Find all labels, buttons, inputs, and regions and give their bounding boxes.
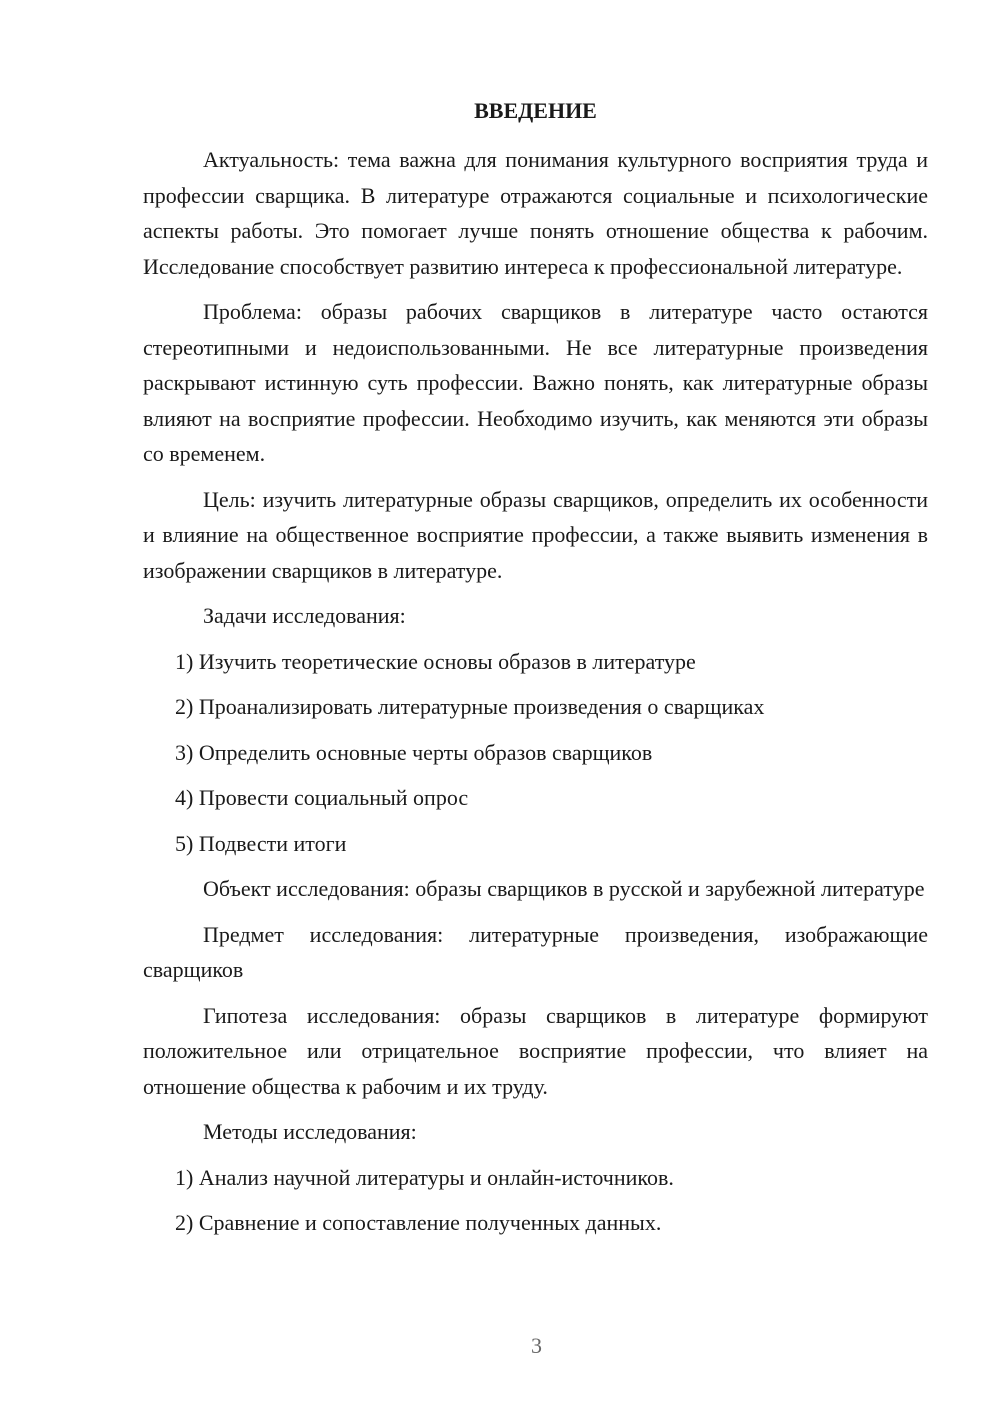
method-item: 2) Сравнение и сопоставление полученных данных.: [175, 1210, 662, 1235]
task-item: 2) Проанализировать литературные произведения о сварщиках: [175, 694, 765, 719]
relevance-paragraph: Актуальность: тема важна для понимания культурного восприятия труда и профессии сварщика. В литературе отражаются социальные и психологические аспекты работы. Это помогает лучше понять отношение общества к рабочим. Исследование способствует развитию интереса к профессиональной литературе.: [143, 147, 928, 279]
subject-paragraph: Предмет исследования: литературные произведения, изображающие сварщиков: [143, 921, 928, 982]
hypothesis-paragraph: Гипотеза исследования: образы сварщиков в литературе формируют положительное или отрицательное восприятие профессии, что влияет на отношение общества к рабочим и их труду.: [143, 1002, 928, 1099]
task-item: 4) Провести социальный опрос: [175, 785, 469, 810]
page-number: 3: [531, 1333, 542, 1358]
goal-paragraph: Цель: изучить литературные образы сварщиков, определить их особенности и влияние на общественное восприятие профессии, а также выявить изменения в изображении сварщиков в литературе.: [143, 486, 928, 583]
methods-label: Методы исследования:: [203, 1119, 417, 1144]
task-item: 5) Подвести итоги: [175, 830, 347, 856]
page-title: ВВЕДЕНИЕ: [474, 98, 597, 123]
task-item: 1) Изучить теоретические основы образов в литературе: [175, 648, 696, 674]
method-item: 1) Анализ научной литературы и онлайн-источников.: [175, 1164, 674, 1190]
object-paragraph: Объект исследования: образы сварщиков в русской и зарубежной литературе: [203, 876, 925, 901]
tasks-label: Задачи исследования:: [203, 603, 406, 628]
task-item: 3) Определить основные черты образов сварщиков: [175, 739, 653, 765]
page-content: [143, 96, 928, 1251]
problem-paragraph: Проблема: образы рабочих сварщиков в литературе часто остаются стереотипными и недоиспользованными. Не все литературные произведения раскрывают истинную суть профессии. Важно понять, как литературные образы влияют на восприятие профессии. Необходимо изучить, как меняются эти образы со временем.: [143, 299, 928, 466]
